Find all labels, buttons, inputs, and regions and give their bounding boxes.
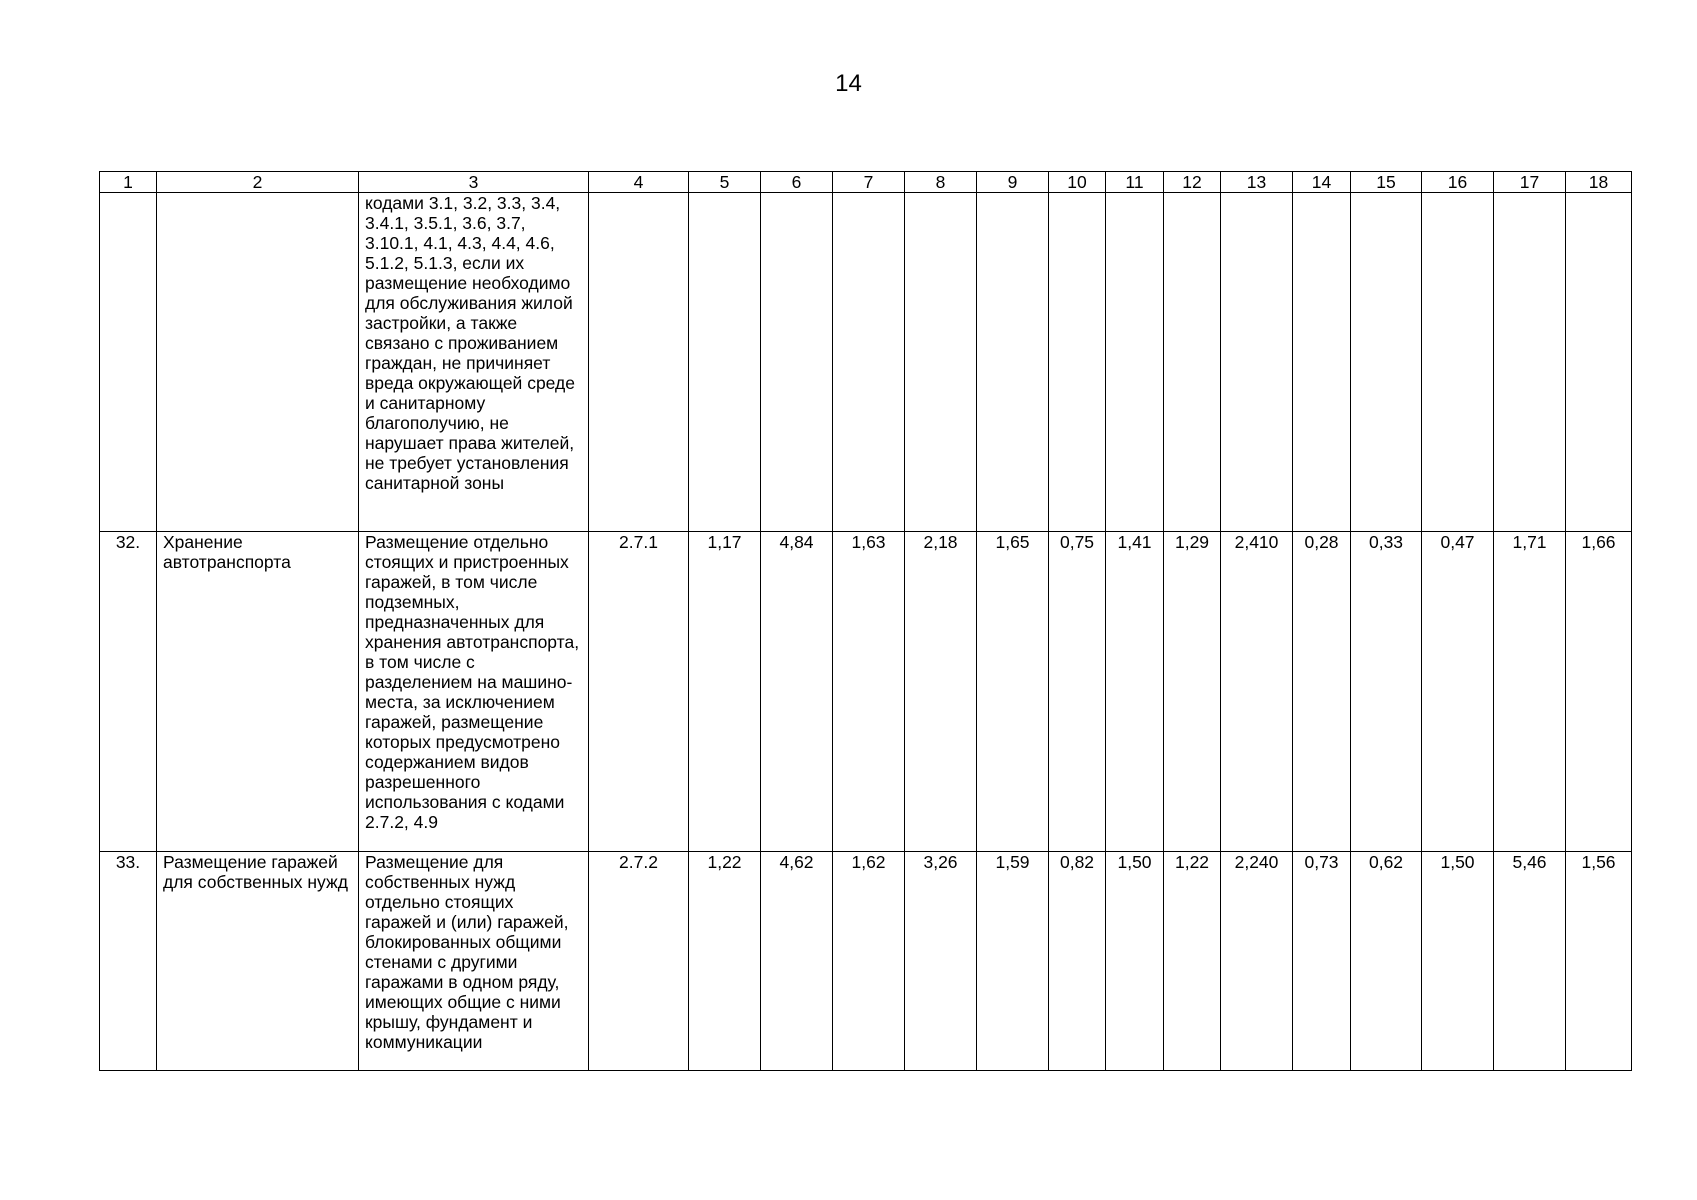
value-cell: 0,73 (1293, 852, 1351, 1071)
column-header: 2 (157, 172, 359, 193)
value-cell: 1,41 (1106, 532, 1164, 852)
column-header: 17 (1494, 172, 1566, 193)
column-header: 16 (1422, 172, 1494, 193)
column-header: 8 (905, 172, 977, 193)
value-cell: 0,33 (1351, 532, 1422, 852)
data-table (99, 171, 1632, 1071)
value-cell (1221, 193, 1293, 532)
value-cell: 3,26 (905, 852, 977, 1071)
use-description-cell: Размещение для собственных нужд отдельно стоящих гаражей и (или) гаражей, блокированных общими стенами с другими гаражами в одном ряду, имеющих общие с ними крышу, фундамент и коммуникации (359, 852, 589, 1071)
value-cell: 1,22 (689, 852, 761, 1071)
table-row (100, 852, 1632, 1071)
value-cell: 1,63 (833, 532, 905, 852)
value-cell: 1,62 (833, 852, 905, 1071)
use-code-cell: 2.7.2 (589, 852, 689, 1071)
use-code-cell: 2.7.1 (589, 532, 689, 852)
column-header: 18 (1566, 172, 1632, 193)
value-cell (1293, 193, 1351, 532)
column-header: 15 (1351, 172, 1422, 193)
page-number: 14 (835, 70, 862, 97)
value-cell (1106, 193, 1164, 532)
value-cell: 0,47 (1422, 532, 1494, 852)
column-header: 12 (1164, 172, 1221, 193)
value-cell: 1,59 (977, 852, 1049, 1071)
value-cell (1351, 193, 1422, 532)
value-cell: 0,82 (1049, 852, 1106, 1071)
value-cell: 1,56 (1566, 852, 1632, 1071)
value-cell: 1,66 (1566, 532, 1632, 852)
value-cell: 5,46 (1494, 852, 1566, 1071)
column-header: 6 (761, 172, 833, 193)
column-header: 4 (589, 172, 689, 193)
value-cell: 1,50 (1106, 852, 1164, 1071)
column-header: 14 (1293, 172, 1351, 193)
value-cell: 0,28 (1293, 532, 1351, 852)
column-header: 5 (689, 172, 761, 193)
value-cell: 1,65 (977, 532, 1049, 852)
column-header: 1 (100, 172, 157, 193)
value-cell: 1,22 (1164, 852, 1221, 1071)
value-cell: 2,410 (1221, 532, 1293, 852)
table-header-row (100, 172, 1632, 193)
value-cell: 2,18 (905, 532, 977, 852)
value-cell: 4,84 (761, 532, 833, 852)
table-row (100, 532, 1632, 852)
row-number-cell: 33. (100, 852, 157, 1071)
value-cell (1049, 193, 1106, 532)
value-cell: 1,29 (1164, 532, 1221, 852)
value-cell: 0,62 (1351, 852, 1422, 1071)
column-header: 3 (359, 172, 589, 193)
use-description-cell: Размещение отдельно стоящих и пристроенных гаражей, в том числе подземных, предназначенных для хранения автотранспорта, в том числе с разделением на машино-места, за исключением гаражей, размещение которых предусмотрено содержанием видов разрешенного использования с кодами 2.7.2, 4.9 (359, 532, 589, 852)
column-header: 7 (833, 172, 905, 193)
value-cell (1164, 193, 1221, 532)
value-cell (1566, 193, 1632, 532)
use-name-cell (157, 193, 359, 532)
row-number-cell: 32. (100, 532, 157, 852)
table-row (100, 193, 1632, 532)
value-cell: 4,62 (761, 852, 833, 1071)
value-cell (689, 193, 761, 532)
value-cell (833, 193, 905, 532)
use-name-cell: Хранение автотранспорта (157, 532, 359, 852)
column-header: 10 (1049, 172, 1106, 193)
row-number-cell (100, 193, 157, 532)
value-cell (761, 193, 833, 532)
value-cell: 0,75 (1049, 532, 1106, 852)
value-cell (1494, 193, 1566, 532)
use-code-cell (589, 193, 689, 532)
use-description-cell: кодами 3.1, 3.2, 3.3, 3.4, 3.4.1, 3.5.1, 3.6, 3.7, 3.10.1, 4.1, 4.3, 4.4, 4.6, 5.1.2, 5.1.3, если их размещение необходимо для обслуживания жилой застройки, а также связано с проживанием граждан, не причиняет вреда окружающей среде и санитарному благополучию, не нарушает права жителей, не требует установления санитарной зоны (359, 193, 589, 532)
value-cell: 1,17 (689, 532, 761, 852)
value-cell (1422, 193, 1494, 532)
use-name-cell: Размещение гаражей для собственных нужд (157, 852, 359, 1071)
value-cell (905, 193, 977, 532)
value-cell: 2,240 (1221, 852, 1293, 1071)
value-cell: 1,50 (1422, 852, 1494, 1071)
column-header: 13 (1221, 172, 1293, 193)
value-cell: 1,71 (1494, 532, 1566, 852)
column-header: 9 (977, 172, 1049, 193)
value-cell (977, 193, 1049, 532)
column-header: 11 (1106, 172, 1164, 193)
